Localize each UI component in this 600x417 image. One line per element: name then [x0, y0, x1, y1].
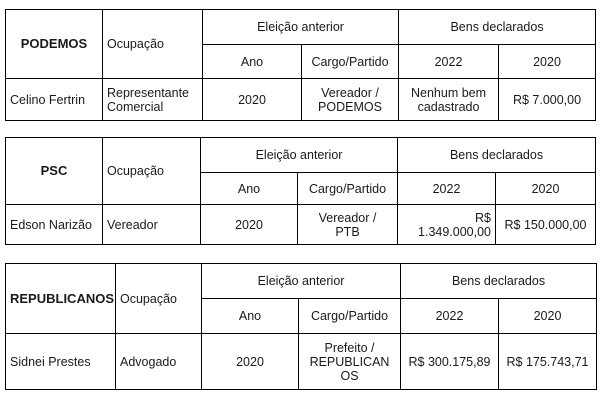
assets-2020: R$ 175.743,71	[499, 334, 597, 390]
assets-year-1: 2022	[399, 45, 499, 79]
election-year: 2020	[202, 334, 299, 390]
assets-year-1: 2022	[401, 299, 499, 334]
assets-2022: R$ 300.175,89	[401, 334, 499, 390]
candidate-occupation: Advogado	[116, 334, 202, 390]
office-header: Cargo/Partido	[299, 299, 401, 334]
assets-header: Bens declarados	[398, 138, 596, 173]
office-header: Cargo/Partido	[298, 173, 398, 205]
occupation-header: Ocupação	[116, 264, 202, 334]
assets-2022: Nenhum bem cadastrado	[399, 79, 499, 121]
occupation-header: Ocupação	[103, 10, 203, 79]
candidate-occupation: Representante Comercial	[103, 79, 203, 121]
year-header: Ano	[203, 45, 302, 79]
assets-header: Bens declarados	[401, 264, 597, 299]
office-party: Vereador / PTB	[298, 205, 398, 245]
assets-2020: R$ 7.000,00	[499, 79, 596, 121]
candidate-name: Edson Narizão	[6, 205, 103, 245]
office-party: Prefeito / REPUBLICAN OS	[299, 334, 401, 390]
republicanos-table	[5, 263, 597, 390]
podemos-table	[5, 9, 596, 121]
election-header: Eleição anterior	[201, 138, 398, 173]
occupation-header: Ocupação	[103, 138, 201, 205]
table-row	[6, 205, 596, 245]
assets-header: Bens declarados	[399, 10, 596, 45]
table-row	[6, 334, 597, 390]
assets-year-2: 2020	[496, 173, 596, 205]
party-name: PSC	[6, 138, 103, 205]
assets-year-1: 2022	[398, 173, 496, 205]
candidate-occupation: Vereador	[103, 205, 201, 245]
psc-table	[5, 137, 596, 245]
election-year: 2020	[203, 79, 302, 121]
year-header: Ano	[202, 299, 299, 334]
office-header: Cargo/Partido	[302, 45, 399, 79]
election-header: Eleição anterior	[202, 264, 401, 299]
candidate-name: Celino Fertrin	[6, 79, 103, 121]
assets-2020: R$ 150.000,00	[496, 205, 596, 245]
election-header: Eleição anterior	[203, 10, 399, 45]
table-row	[6, 79, 596, 121]
assets-2022: R$ 1.349.000,00	[398, 205, 496, 245]
party-name: REPUBLICANOS	[6, 264, 116, 334]
assets-year-2: 2020	[499, 45, 596, 79]
party-name: PODEMOS	[6, 10, 103, 79]
assets-year-2: 2020	[499, 299, 597, 334]
election-year: 2020	[201, 205, 298, 245]
year-header: Ano	[201, 173, 298, 205]
candidate-name: Sidnei Prestes	[6, 334, 116, 390]
office-party: Vereador / PODEMOS	[302, 79, 399, 121]
